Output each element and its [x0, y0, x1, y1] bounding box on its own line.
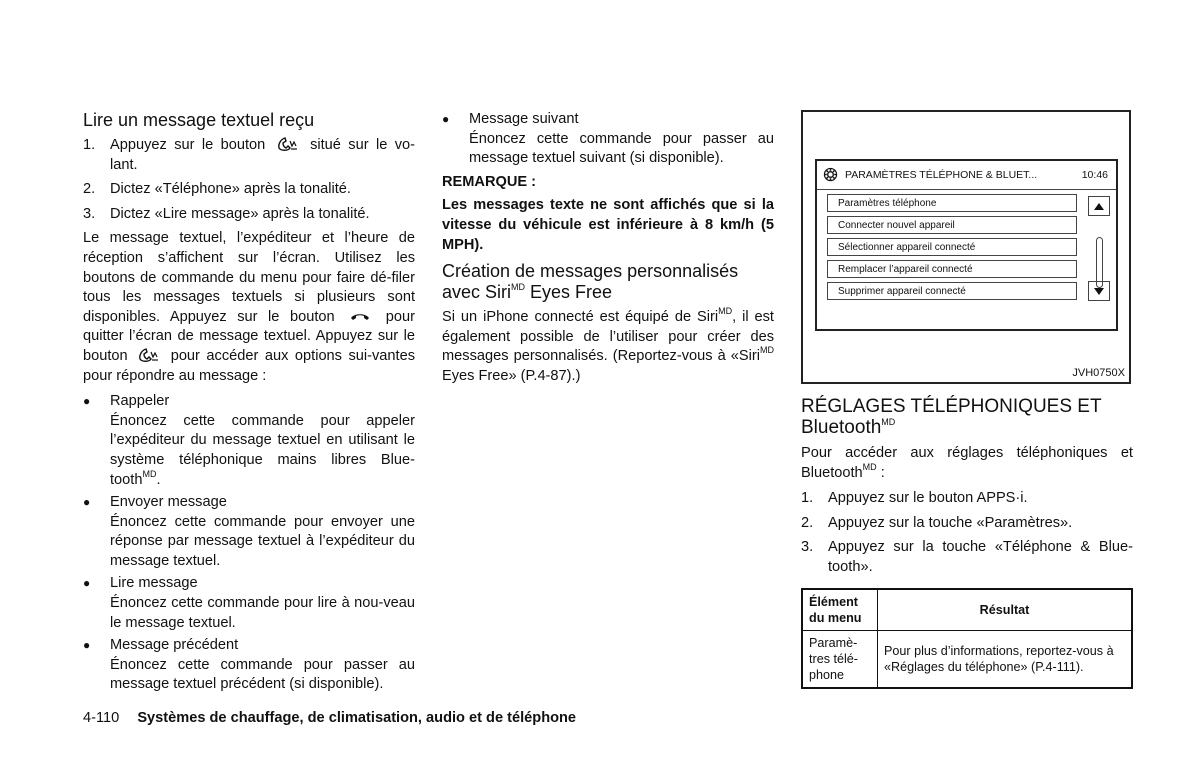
- settings-table: [801, 588, 1133, 689]
- step-number: 2.: [801, 514, 814, 531]
- menu-item-phone-settings[interactable]: Paramètres téléphone: [827, 194, 1077, 212]
- table-header-menu-item: Élément du menu: [802, 589, 878, 631]
- intro-text: Pour accéder aux réglages téléphoniques et Bluetooth: [801, 445, 1133, 481]
- menu-item-connect-device[interactable]: Connecter nouvel appareil: [827, 216, 1077, 234]
- display-screen: [815, 159, 1118, 331]
- menu-item-select-device[interactable]: Sélectionner appareil connecté: [827, 238, 1077, 256]
- bullet-desc: Énoncez cette commande pour lire à nou-veau le message textuel.: [110, 595, 415, 631]
- step-2: [801, 514, 1133, 534]
- bullet-item: [83, 493, 415, 513]
- superscript: MD: [142, 468, 157, 479]
- step-1: [801, 489, 1133, 509]
- step-1: [83, 136, 415, 175]
- section-title-siri: [442, 261, 774, 303]
- screen-title: PARAMÈTRES TÉLÉPHONE & BLUET...: [845, 169, 1038, 181]
- bullet-dot: ●: [83, 394, 91, 409]
- column-1: [83, 110, 415, 695]
- menu-item-replace-device[interactable]: Remplacer l’appareil connecté: [827, 260, 1077, 278]
- bullet-title: Rappeler: [110, 393, 170, 410]
- step-2: [83, 180, 415, 200]
- bullet-desc: Énoncez cette commande pour passer au message textuel précédent (si disponible).: [110, 656, 415, 693]
- bullet-item: [442, 110, 774, 130]
- para-text-a: Si un iPhone connecté est équipé de Siri: [442, 309, 719, 326]
- bullet-item: [83, 574, 415, 594]
- title-text-end: Eyes Free: [525, 282, 613, 303]
- talk-phone-icon: [138, 348, 160, 362]
- step-number: 1.: [801, 490, 814, 507]
- step-text: Dictez «Lire message» après la tonalité.: [110, 205, 370, 222]
- step-number: 1.: [83, 137, 96, 153]
- step-3: [801, 538, 1133, 577]
- step-number: 3.: [83, 205, 96, 222]
- siri-paragraph: [442, 308, 774, 386]
- step-text: Dictez «Téléphone» après la tonalité.: [110, 181, 351, 198]
- title-text: Création de messages personnalisés avec Siri: [442, 261, 739, 303]
- screen-header: [817, 161, 1116, 190]
- para-text-b: pour quitter l’écran de message textuel. Appuyez sur le bouton: [83, 308, 415, 364]
- bullet-dot: ●: [83, 638, 91, 653]
- para-text-c: pour accéder aux options sui-vantes pour répondre au message :: [83, 347, 416, 384]
- step-text-cont: situé sur le vo-lant.: [110, 137, 415, 173]
- superscript: MD: [511, 282, 526, 293]
- column-3: [801, 396, 1133, 689]
- superscript: MD: [881, 416, 896, 427]
- hang-up-icon: [349, 309, 371, 323]
- para-text-a: Le message textuel, l’expéditeur et l’heure de réception s’affichent sur l’écran. Utilisez les boutons de commande du menu pour faire dé-filer tous les messages textuels si plusieurs sont disponibles. Appuyez sur le bouton: [83, 230, 415, 325]
- bullet-dot: ●: [83, 576, 91, 591]
- gear-icon: [823, 167, 838, 182]
- bullet-dot: ●: [442, 112, 450, 126]
- arrow-up-icon: [1093, 202, 1105, 211]
- bullet-title: Message suivant: [469, 111, 579, 127]
- bullet-title: Message précédent: [110, 637, 239, 654]
- bullet-title: Envoyer message: [110, 494, 227, 511]
- screen-figure: [801, 110, 1131, 384]
- figure-code: JVH0750X: [1072, 367, 1125, 379]
- section-title-bluetooth: [801, 396, 1133, 438]
- body-paragraph: [83, 229, 415, 386]
- step-text: Appuyez sur la touche «Téléphone & Blue-tooth».: [828, 539, 1133, 575]
- para-text-c: Eyes Free» (P.4-87).): [442, 367, 581, 384]
- arrow-down-icon: [1093, 287, 1105, 296]
- bullet-desc: [110, 412, 415, 490]
- remark-text: Les messages texte ne sont affichés que si la vitesse du véhicule est inférieure à 8 km/h (5 MPH).: [442, 197, 774, 253]
- superscript: MD: [760, 345, 774, 356]
- screen-clock: 10:46: [1081, 169, 1108, 181]
- bullet-dot: ●: [83, 495, 91, 510]
- step-number: 3.: [801, 539, 814, 556]
- chapter-title: Systèmes de chauffage, de climatisation, audio et de téléphone: [137, 710, 577, 726]
- intro-paragraph: [801, 444, 1133, 483]
- bullet-item: [83, 636, 415, 656]
- para-text-b: , il est également possible de l’utiliser pour créer des messages personnalisés. (Reportez-vous à «Siri: [442, 309, 774, 365]
- bullet-desc-end: .: [156, 471, 161, 488]
- scroll-up-button[interactable]: [1088, 196, 1110, 216]
- column-2: [442, 110, 774, 387]
- bullet-title: Lire message: [110, 575, 198, 592]
- bullet-desc: Énoncez cette commande pour passer au message textuel suivant (si disponible).: [469, 130, 774, 167]
- table-cell-menu-item: Paramè-tres télé-phone: [802, 630, 878, 688]
- table-header-row: [802, 589, 1132, 631]
- scroll-down-button[interactable]: [1088, 281, 1110, 301]
- bullet-item: [83, 392, 415, 412]
- page-number: 4-110: [83, 710, 120, 726]
- talk-phone-icon: [277, 137, 299, 151]
- section-title-read-message: Lire un message textuel reçu: [83, 110, 315, 130]
- step-text: Appuyez sur le bouton: [110, 137, 266, 153]
- table-cell-result: Pour plus d’informations, reportez-vous à «Réglages du téléphone» (P.4-111).: [878, 630, 1133, 688]
- superscript: MD: [718, 306, 733, 317]
- superscript: MD: [862, 461, 877, 472]
- title-text: RÉGLAGES TÉLÉPHONIQUES ET Bluetooth: [801, 396, 1102, 438]
- remark-label: REMARQUE :: [442, 173, 537, 190]
- menu-item-delete-device[interactable]: Supprimer appareil connecté: [827, 282, 1077, 300]
- step-number: 2.: [83, 181, 96, 198]
- intro-text-end: :: [876, 464, 885, 481]
- bullet-desc: Énoncez cette commande pour envoyer une réponse par message textuel à l’expéditeur du message textuel.: [110, 513, 415, 569]
- step-text: Appuyez sur le bouton APPS·i.: [828, 490, 1028, 507]
- table-header-result: Résultat: [878, 589, 1133, 631]
- step-text: Appuyez sur la touche «Paramètres».: [828, 514, 1073, 531]
- page-footer: [83, 710, 576, 726]
- bullet-desc-text: Énoncez cette commande pour appeler l’expéditeur du message textuel en utilisant le système téléphonique mains libres Blue-tooth: [110, 412, 415, 488]
- step-3: [83, 205, 415, 225]
- table-row: [802, 630, 1132, 688]
